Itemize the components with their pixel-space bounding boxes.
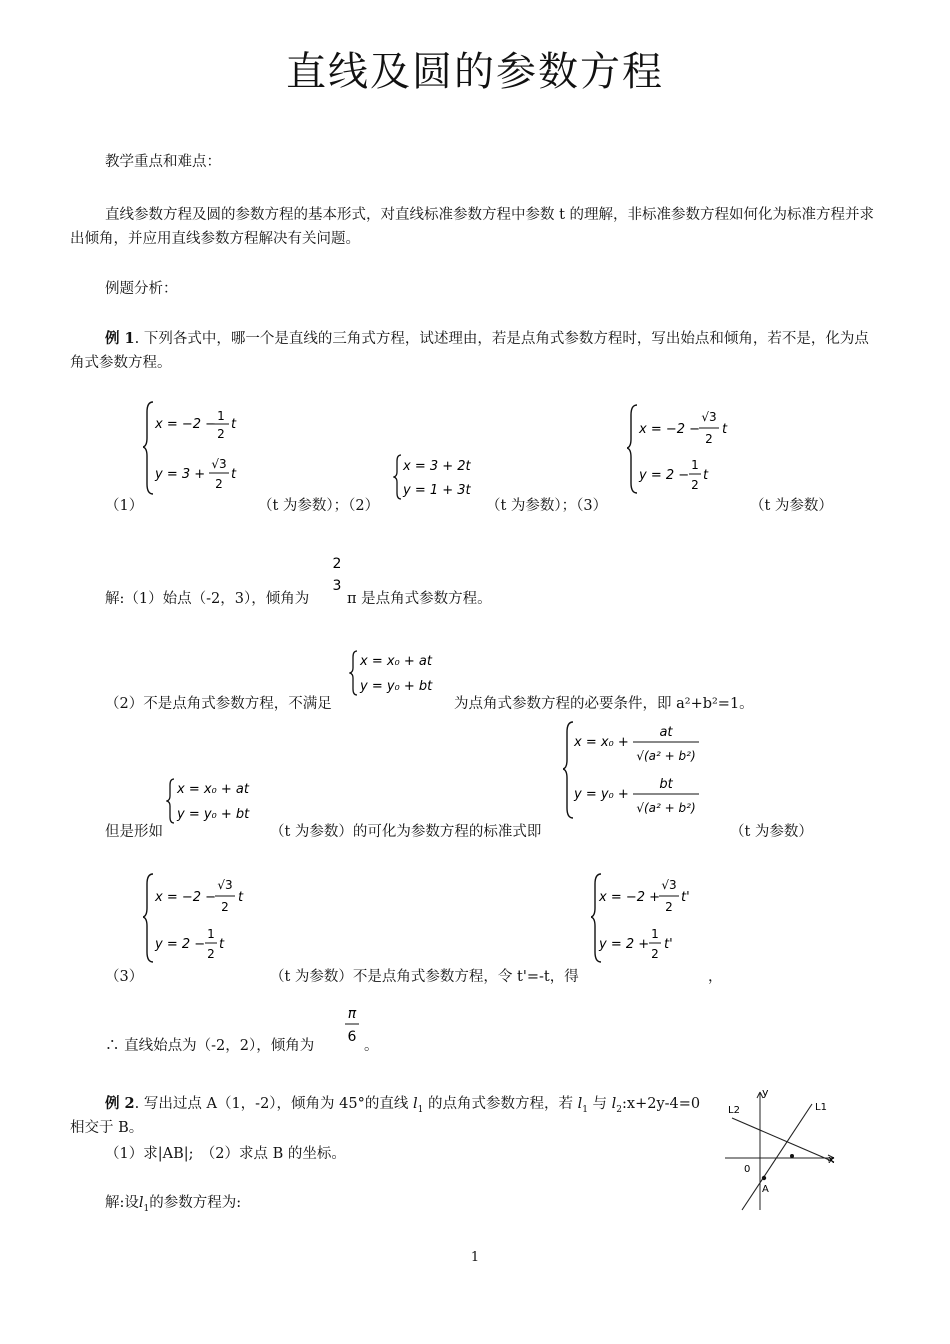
- pi-frac-num: π: [347, 1006, 357, 1022]
- sys3-y-t: t: [703, 468, 709, 483]
- sol3-left-x-num: √3: [217, 878, 233, 892]
- general-x: x = x₀ + at: [360, 654, 432, 669]
- sol3-left-y-lhs: y = 2 −: [155, 937, 206, 952]
- sol3-left-y-den: 2: [207, 947, 215, 961]
- example-2-line-2: 相交于 B。: [70, 1120, 144, 1136]
- fraction-two-thirds: [328, 552, 346, 596]
- page-title: 直线及圆的参数方程: [286, 49, 664, 95]
- solution-2-form-label: 但是形如: [105, 824, 163, 840]
- solution-2-intro-b: 的参数方程为:: [149, 1195, 242, 1211]
- solution-2-text: （2）不是点角式参数方程，不满足: [105, 696, 332, 712]
- frac-num: 2: [332, 556, 342, 572]
- equation-system-1: [143, 398, 253, 498]
- solution-3-end: 。: [364, 1038, 379, 1054]
- sol3-right-x-den: 2: [665, 900, 673, 914]
- example-2-text-a: . 写出过点 A（1，-2），倾角为 45°的直线: [134, 1096, 409, 1112]
- sol3-left-x-lhs: x = −2 −: [155, 890, 217, 905]
- example-2-questions: （1）求|AB|; （2）求点 B 的坐标。: [105, 1146, 346, 1162]
- fig-origin-label: 0: [744, 1164, 751, 1175]
- fig-l1-label: L1: [815, 1102, 827, 1113]
- sys3-x-lhs: x = −2 −: [639, 422, 701, 437]
- sys3-y-num: 1: [691, 458, 699, 472]
- solution-3-comma: ，: [708, 969, 723, 985]
- sys2-y: y = 1 + 3t: [403, 483, 471, 498]
- sys1-y-t: t: [231, 467, 237, 482]
- sys1-x-t: t: [231, 417, 237, 432]
- fig-l2-label: L2: [728, 1105, 740, 1116]
- key-points-paragraph: 直线参数方程及圆的参数方程的基本形式，对直线标准参数方程中参数 t 的理解，非标准参数方程如何化为标准方程并求出倾角，并应用直线参数方程解决有关问题。: [70, 207, 875, 247]
- fig-y-label: y: [762, 1086, 769, 1099]
- example-1-text: . 下列各式中，哪一个是直线的三角式方程，试述理由，若是点角式参数方程时，写出始点和倾角，若不是，化为点角式参数方程。: [70, 331, 869, 371]
- sys1-y-den: 2: [215, 477, 223, 491]
- sys3-x-t: t: [722, 422, 728, 437]
- example-2-text-b: 的点角式参数方程，若: [427, 1096, 573, 1112]
- sys1-x-lhs: x = −2 −: [155, 417, 217, 432]
- sol3-right-y-t: t': [664, 937, 673, 952]
- equation-system-3: [627, 401, 737, 496]
- sol3-right-x-num: √3: [661, 878, 677, 892]
- general-y: y = y₀ + bt: [360, 679, 433, 694]
- sol3-left-x-den: 2: [221, 900, 229, 914]
- std-y-num: bt: [659, 777, 673, 792]
- sol3-left-x-t: t: [238, 890, 244, 905]
- example-2-line-1: [105, 1094, 700, 1120]
- l1-symbol: l: [412, 1096, 418, 1112]
- equation-system-general-2: [166, 776, 266, 826]
- frac-den: 3: [332, 578, 342, 594]
- solution-2-condition: 为点角式参数方程的必要条件，即 a²+b²=1。: [454, 696, 754, 712]
- equation-system-2: [393, 452, 483, 502]
- item-3-param-note: （t 为参数）: [750, 498, 833, 514]
- sol3-left-y-t: t: [219, 937, 225, 952]
- solution-2-intro: 解:设: [105, 1195, 139, 1211]
- l1-subscript-3: 1: [143, 1203, 150, 1214]
- sol3-right-x-t: t': [681, 890, 690, 905]
- sys1-x-num: 1: [217, 409, 225, 423]
- l2-symbol: l: [611, 1096, 617, 1112]
- example-2-solution: [105, 1193, 241, 1219]
- sys3-y-lhs: y = 2 −: [639, 468, 690, 483]
- example-1-statement: [70, 327, 880, 375]
- fraction-pi-sixth: [342, 1002, 362, 1046]
- item-1-label: （1）: [105, 498, 144, 514]
- sol3-right-y-den: 2: [651, 947, 659, 961]
- equation-system-3-transformed: [591, 870, 701, 965]
- solution-1-conclusion: π 是点角式参数方程。: [347, 591, 492, 607]
- sys1-y-lhs: y = 3 +: [155, 467, 206, 482]
- sol3-left-y-num: 1: [207, 927, 215, 941]
- std-x-den: √(a² + b²): [636, 749, 696, 763]
- sys1-y-num: √3: [211, 457, 227, 471]
- l1-symbol-3: l: [138, 1195, 144, 1211]
- coordinate-figure: [722, 1082, 847, 1217]
- sys3-x-den: 2: [705, 432, 713, 446]
- example-2-text-d: :x+2y-4=0: [622, 1096, 701, 1112]
- sol3-right-y-num: 1: [651, 927, 659, 941]
- solution-3-conclusion: ∴ 直线始点为（-2，2），倾角为: [105, 1038, 315, 1054]
- l1-symbol-2: l: [577, 1096, 583, 1112]
- example-2-text-c: 与: [592, 1096, 608, 1112]
- equation-system-general: [349, 648, 449, 698]
- sol3-right-y-lhs: y = 2 +: [599, 937, 650, 952]
- example-1-label: 例 1: [105, 330, 135, 347]
- general2-x: x = x₀ + at: [177, 782, 249, 797]
- section-heading-key-points: 教学重点和难点：: [105, 154, 221, 170]
- sol3-right-x-lhs: x = −2 +: [599, 890, 661, 905]
- item-1-param-note: （t 为参数）；（2）: [258, 498, 380, 514]
- pi-frac-den: 6: [347, 1029, 357, 1045]
- solution-2-standard-text: （t 为参数）的可化为参数方程的标准式即: [270, 824, 542, 840]
- std-y-den: √(a² + b²): [636, 801, 696, 815]
- general2-y: y = y₀ + bt: [177, 807, 250, 822]
- page-number: 1: [470, 1250, 480, 1265]
- sys3-y-den: 2: [691, 478, 699, 492]
- fig-x-label: x: [828, 1153, 835, 1166]
- l1-subscript-2: 1: [582, 1104, 588, 1115]
- std-x-lhs: x = x₀ +: [574, 735, 629, 750]
- item-2-param-note: （t 为参数）；（3）: [486, 498, 608, 514]
- solution-2-param-note: （t 为参数）: [730, 824, 813, 840]
- fig-point-a-label: A: [762, 1184, 769, 1195]
- sys1-x-den: 2: [217, 427, 225, 441]
- solution-3-text: （t 为参数）不是点角式参数方程，令 t'=-t，得: [270, 969, 579, 985]
- std-x-num: at: [659, 725, 673, 740]
- std-y-lhs: y = y₀ +: [574, 787, 629, 802]
- equation-system-standard: [563, 718, 713, 823]
- section-heading-examples: 例题分析：: [105, 281, 178, 297]
- solution-1-text: 解:（1）始点（-2，3），倾角为: [105, 591, 310, 607]
- l2-subscript: 2: [616, 1104, 623, 1115]
- equation-system-3-repeat: [143, 870, 253, 965]
- example-2-label: 例 2: [105, 1095, 135, 1112]
- sys2-x: x = 3 + 2t: [403, 459, 471, 474]
- solution-3-label: （3）: [105, 969, 144, 985]
- l1-subscript: 1: [417, 1104, 424, 1115]
- sys3-x-num: √3: [701, 410, 717, 424]
